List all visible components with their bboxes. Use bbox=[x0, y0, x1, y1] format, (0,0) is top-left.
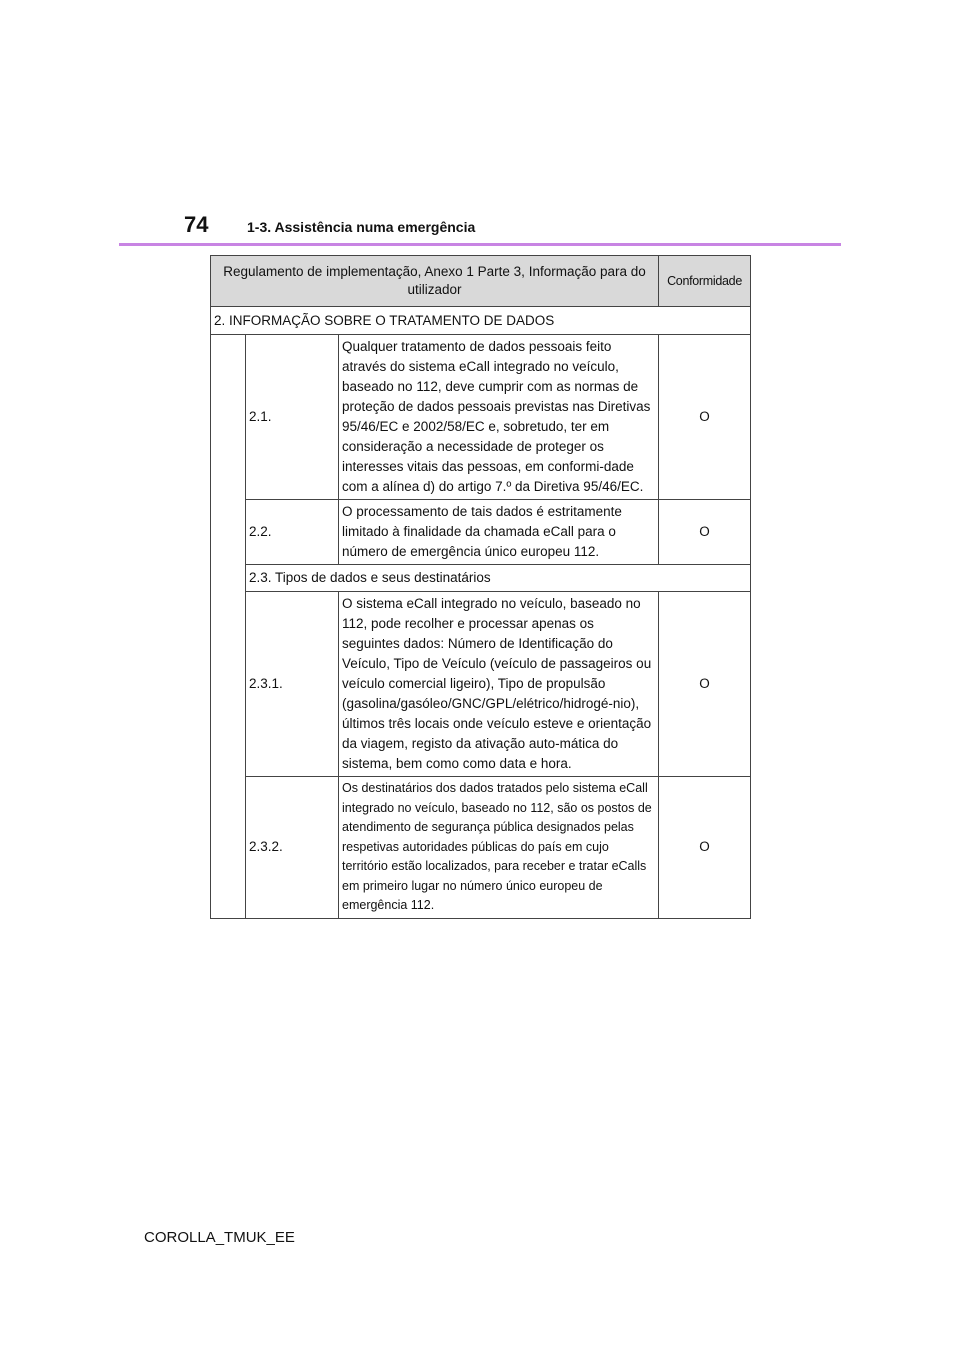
item-number: 2.3.2. bbox=[246, 777, 339, 919]
table-header-row bbox=[211, 256, 751, 307]
header-compliance: Conformidade bbox=[659, 256, 751, 307]
item-description: O sistema eCall integrado no veículo, baseado no 112, pode recolher e processar apenas os seguintes dados: Número de Identificação do Veículo, Tipo de Veículo (veículo de passageiros ou veículo comercial ligeiro), Tipo de propulsão (gasolina/gasóleo/GNC/GPL/elétrico/hidrogé-nio), últimos três locais onde veículo esteve e orientação da viagem, registo da ativação auto-mática do sistema, bem como como data e hora. bbox=[339, 592, 659, 777]
item-number: 2.1. bbox=[246, 335, 339, 500]
item-compliance: O bbox=[659, 335, 751, 500]
item-number: 2.3.1. bbox=[246, 592, 339, 777]
section-heading-row bbox=[211, 307, 751, 335]
header-divider bbox=[119, 243, 841, 246]
item-description: Os destinatários dos dados tratados pelo sistema eCall integrado no veículo, baseado no 112, são os postos de atendimento de segurança pública designados pelas respetivas autoridades públicas do país em cujo território estão localizados, para receber e tratar eCalls em primeiro lugar no número único europeu de emergência 112. bbox=[339, 777, 659, 919]
item-description: O processamento de tais dados é estritamente limitado à finalidade da chamada eCall para o número de emergência único europeu 112. bbox=[339, 500, 659, 565]
indent-cell bbox=[211, 335, 246, 919]
table-row bbox=[211, 777, 751, 919]
item-compliance: O bbox=[659, 777, 751, 919]
table-row bbox=[211, 500, 751, 565]
regulation-table bbox=[210, 255, 751, 919]
model-code-footer: COROLLA_TMUK_EE bbox=[144, 1229, 295, 1246]
section-heading: 2. INFORMAÇÃO SOBRE O TRATAMENTO DE DADOS bbox=[211, 307, 751, 335]
page-number: 74 bbox=[184, 212, 209, 237]
subsection-heading: 2.3. Tipos de dados e seus destinatários bbox=[246, 565, 751, 592]
section-title: 1-3. Assistência numa emergência bbox=[247, 219, 476, 235]
header-regulation: Regulamento de implementação, Anexo 1 Parte 3, Informação para do utilizador bbox=[211, 256, 659, 307]
table-row bbox=[211, 592, 751, 777]
item-compliance: O bbox=[659, 500, 751, 565]
item-description: Qualquer tratamento de dados pessoais feito através do sistema eCall integrado no veículo, baseado no 112, deve cumprir com as normas de proteção de dados pessoais previstas nas Diretivas 95/46/EC e 2002/58/EC e, sobretudo, ter em consideração a necessidade de proteger os interesses vitais das pessoas, em conformi-dade com a alínea d) do artigo 7.º da Diretiva 95/46/EC. bbox=[339, 335, 659, 500]
subsection-heading-row bbox=[211, 565, 751, 592]
item-compliance: O bbox=[659, 592, 751, 777]
table-row bbox=[211, 335, 751, 500]
item-number: 2.2. bbox=[246, 500, 339, 565]
